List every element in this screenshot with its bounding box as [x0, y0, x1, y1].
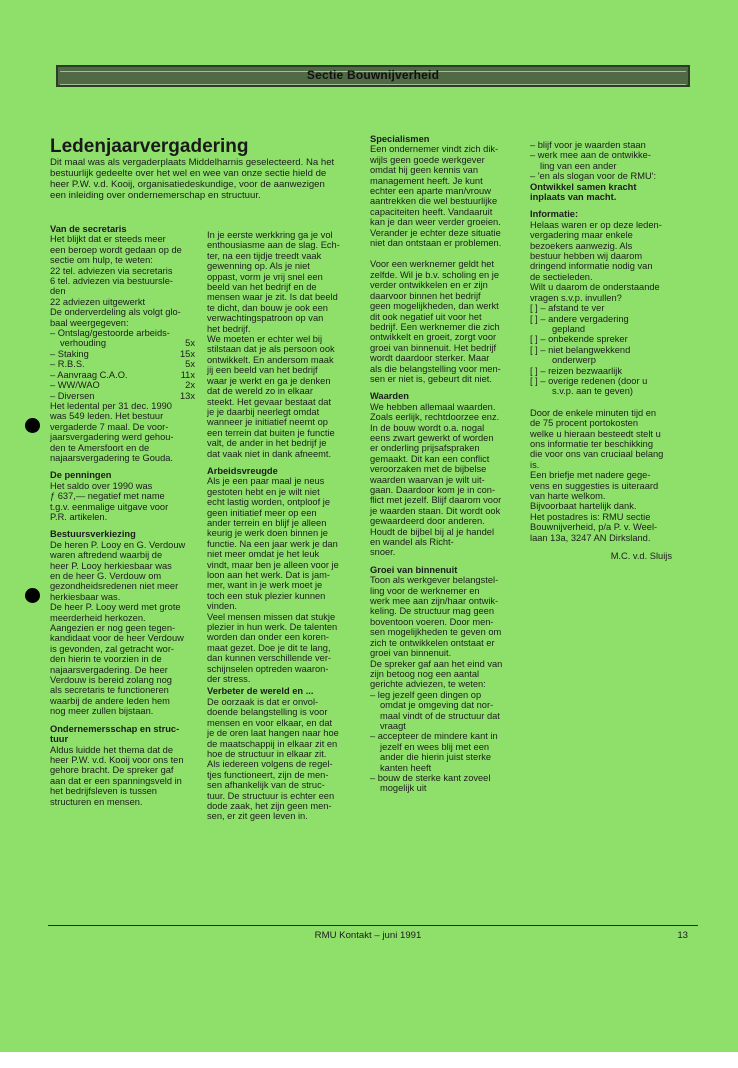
text-line: plezier in hun werk. De talenten: [207, 622, 338, 633]
text-line: zich te ontwikkelen ontstaat er: [370, 637, 495, 648]
lede-line: heer P.W. v.d. Kooij, organisatiedeskundige, voor de aanwezigen: [50, 179, 325, 190]
section-banner: [56, 65, 690, 87]
list-item-cont: mogelijk uit: [380, 783, 427, 794]
text-line: doende belangstelling is voor: [207, 707, 328, 718]
text-line: bestuur hebben wij daarom: [530, 251, 643, 262]
checkbox-option: [ ] – andere vergadering: [530, 313, 629, 324]
section-title: Sectie Bouwnijverheid: [306, 68, 440, 82]
text-line: geen mogelijkheden, dan werkt: [370, 301, 499, 312]
list-item-cont: maal vindt of de structuur dat: [380, 710, 500, 721]
text-line: najaarsvergadering. De heer: [50, 664, 168, 675]
checkbox-option-cont: s.v.p. aan te geven): [552, 386, 633, 397]
text-line: daarvoor binnen het bedrijf: [370, 290, 481, 301]
list-item: – werk mee aan de ontwikke-: [530, 150, 651, 161]
checkbox-option-cont: onderwerp: [552, 355, 596, 366]
list-item-cont: omdat je omgeving dat nor-: [380, 700, 494, 711]
text-line: heer P.W. v.d. Kooij voor ons ten: [50, 754, 184, 765]
text-line: De heer P. Looy werd met grote: [50, 602, 181, 613]
text-line: gemaakt. Dit kan een conflict: [370, 453, 490, 464]
text-line: veroorzaken met de bijbelse: [370, 464, 487, 475]
heading-ondernemersschap-cont: tuur: [50, 734, 69, 745]
spacer: [50, 717, 195, 724]
text-line: is gevonden, zal getracht wor-: [50, 643, 175, 654]
text-line: De spreker gaf aan het eind van: [370, 658, 503, 669]
spacer: [370, 384, 520, 391]
text-line: aantrekken die wel bestuurlijke: [370, 196, 498, 207]
text-line: 6 tel. adviezen via bestuursle-: [50, 276, 173, 287]
text-line: heer P. Looy herkiesbaar was: [50, 560, 172, 571]
text-line: Bijvoorbaat hartelijk dank.: [530, 501, 637, 512]
heading-ondernemersschap: Ondernemersschap en struc-: [50, 723, 180, 734]
table-row: – WW/WAO 2x: [50, 380, 195, 391]
punch-hole: [25, 588, 40, 603]
list-item-cont: ander die hierin juist sterke: [380, 752, 492, 763]
spacer: [370, 558, 520, 565]
list-item: – blijf voor je waarden staan: [530, 140, 646, 150]
checkbox-option: [ ] – overige redenen (door u: [530, 375, 648, 386]
text-line: ling voor de werknemer en: [370, 585, 480, 596]
text-line: laan 13a, 3247 AN Dirksland.: [530, 532, 651, 543]
text-line: worden dan onder een koren-: [207, 632, 329, 643]
list-item: – 'en als slogan voor de RMU':: [530, 171, 657, 182]
text-line: Bouwnijverheid, p/a P. v. Weel-: [530, 522, 658, 533]
text-line: der stress.: [207, 674, 251, 685]
list-item-cont: jezelf en wees blij met een: [380, 741, 490, 752]
table-row: – Aanvraag C.A.O. 11x: [50, 369, 195, 380]
text-line: ander terrein en blijf je alleen: [207, 517, 327, 528]
text-line: sen er niet is, gebeurt dit niet.: [370, 373, 492, 384]
text-line: keling. De structuur mag geen: [370, 606, 495, 617]
list-item-cont: ling van een ander: [540, 160, 617, 171]
text-line: een beroep wordt gedaan op de: [50, 244, 182, 255]
text-line: ontwikkelt. En andersom maak: [207, 354, 334, 365]
text-line: geen initiatief meer op een: [207, 507, 317, 518]
text-line: Wilt u daarom de onderstaande: [530, 282, 660, 293]
text-line: gehore bracht. De spreker gaf: [50, 765, 174, 776]
text-line: waar je werkt en ga je denken: [207, 375, 331, 386]
text-line: tjes functioneert, zijn de men-: [207, 769, 329, 780]
text-line: functie. Na een jaar werk je dan: [207, 538, 338, 549]
text-line: niet meer omdat je het leuk: [207, 549, 320, 560]
spacer: [50, 522, 195, 529]
text-line: dan kunnen verschillende ver-: [207, 653, 332, 664]
text-line: tuur. De structuur is echter een: [207, 790, 335, 801]
text-line: waarden waarvan je wilt uit-: [370, 474, 485, 485]
text-line: kandidaat voor de heer Verdouw: [50, 633, 184, 644]
text-line: groei van binnenuit.: [370, 648, 452, 659]
text-line: Het blijkt dat er steeds meer: [50, 234, 166, 245]
text-line: meerderheid herkozen.: [50, 612, 146, 623]
spacer: [530, 202, 680, 209]
text-line: De heren P. Looy en G. Verdouw: [50, 539, 186, 550]
heading-arbeidsvreugde: Arbeidsvreugde: [207, 465, 278, 476]
text-line: Verdouw is bereid zolang nog: [50, 675, 172, 686]
table-row: – Ontslag/gestoorde arbeids-: [50, 328, 170, 339]
list-item: – leg jezelf geen dingen op: [370, 689, 482, 700]
text-line: waren aftredend waarbij de: [50, 550, 163, 561]
text-line: gaan. Daardoor kom je in con-: [370, 485, 496, 495]
lede-line: een inleiding over ondernemerschap en structuur.: [50, 190, 261, 201]
text-line: gerichte adviezen, te weten:: [370, 679, 486, 690]
text-line: management heeft. Je kunt: [370, 175, 483, 186]
heading-groei: Groei van binnenuit: [370, 564, 458, 575]
text-line: een terrein dat buiten je functie: [207, 427, 335, 438]
text-line: wordt daardoor sterker. Maar: [370, 353, 490, 364]
text-line: steekt. Het gevaar bestaat dat: [207, 396, 332, 407]
text-line: het bedrijf.: [207, 323, 251, 334]
text-line: De onderverdeling als volgt glo-: [50, 307, 181, 318]
heading-verbeter: Verbeter de wereld en ...: [207, 686, 314, 697]
text-line: vindt, maar ben je alleen voor je: [207, 559, 339, 570]
heading-waarden: Waarden: [370, 391, 409, 402]
text-line: sen, er zit geen leven in.: [207, 811, 308, 822]
text-line: groei van binnenuit. Het bedrijf: [370, 342, 497, 353]
text-line: hoe de structuur in elkaar zit.: [207, 748, 327, 759]
text-line: P.R. artikelen.: [50, 511, 108, 522]
text-line: maat gezet. Doe je dit te lang,: [207, 642, 331, 653]
text-line: herkiesbaar was.: [50, 591, 121, 602]
text-line: welke u hieraan besteedt stelt u: [530, 428, 661, 439]
text-line: Het ledental per 31 dec. 1990: [50, 400, 172, 411]
spacer: [370, 248, 520, 259]
text-line: capaciteiten heeft. Vandaaruit: [370, 206, 493, 217]
text-line: beeld van het bedrijf en de: [207, 282, 317, 293]
list-item: – accepteer de mindere kant in: [370, 731, 498, 742]
text-line: verder ontwikkelen en er zijn: [370, 280, 488, 291]
text-line: Toon als werkgever belangstel-: [370, 575, 499, 586]
text-line: boventoon voeren. Door men-: [370, 616, 494, 627]
text-line: echter een aparte man/vrouw: [370, 186, 491, 197]
text-line: Als iedereen volgens de regel-: [207, 759, 333, 770]
text-line: Verander je echter deze situatie: [370, 227, 501, 238]
text-line: ons informatie ter beschikking: [530, 438, 653, 449]
text-line: kan je dan weer verder groeien.: [370, 217, 501, 228]
text-line: en wandel als Richt-: [370, 537, 454, 548]
list-item: – bouw de sterke kant zoveel: [370, 772, 491, 783]
text-line: bedrijf. Een werknemer die zich: [370, 321, 500, 332]
column-1: [50, 224, 195, 807]
article-lede: [50, 157, 360, 201]
text-line: als secretaris te functioneren: [50, 685, 169, 696]
text-line: jij een beeld van het bedrijf: [207, 365, 318, 376]
signature: M.C. v.d. Sluijs: [610, 551, 672, 562]
text-line: We moeten er echter wel bij: [207, 334, 323, 345]
text-line: van harte welkom.: [530, 491, 606, 501]
text-line: sectie om hulp, te weten:: [50, 255, 153, 266]
heading-secretaris: Van de secretaris: [50, 224, 127, 234]
text-line: waarbij de andere leden hem: [50, 695, 170, 706]
text-line: Houdt de bijbel bij al je handel: [370, 526, 495, 537]
text-line: In de bouw wordt o.a. nogal: [370, 422, 485, 433]
footer-publication: RMU Kontakt – juni 1991: [314, 930, 422, 941]
text-line: 22 tel. adviezen via secretaris: [50, 265, 173, 276]
text-line: ter, na een tijdje treedt vaak: [207, 250, 322, 261]
text-line: Zoals eerlijk, rechtdoorzee enz.: [370, 412, 500, 423]
table-row: verhouding 5x: [60, 338, 195, 349]
text-line: sen afhankelijk van de struc-: [207, 780, 325, 791]
text-line: enthousiasme aan de slag. Ech-: [207, 240, 340, 251]
text-line: valt, de ander in het bedrijf je: [207, 438, 327, 449]
checkbox-option: [ ] – reizen bezwaarlijk: [530, 365, 622, 376]
text-line: echt lastig worden, ontploof je: [207, 497, 331, 508]
text-line: de 75 procent portokosten: [530, 418, 639, 429]
text-line: sen mogelijkheden te geven om: [370, 627, 502, 638]
text-line: dat vaak niet in dank afneemt.: [207, 448, 332, 459]
text-line: Aangezien er nog geen tegen-: [50, 623, 176, 634]
text-line: De oorzaak is dat er onvol-: [207, 696, 319, 707]
checkbox-option: [ ] – afstand te ver: [530, 303, 605, 314]
text-line: omdat hij geen kennis van: [370, 165, 479, 176]
text-line: oppast, vorm je vrij snel een: [207, 271, 323, 282]
text-line: het bedrijfsleven is tussen: [50, 786, 157, 797]
checkbox-option-cont: gepland: [552, 323, 586, 334]
text-line: vens en suggesties is uiteraard: [530, 480, 659, 491]
page-number: 13: [677, 930, 688, 941]
text-line: flict met jezelf. Blijf daarom voor: [370, 495, 502, 506]
list-item-cont: vraagt: [380, 720, 406, 731]
text-line: vinden.: [207, 601, 237, 612]
text-line: vergadering maar enkele: [530, 230, 633, 241]
text-line: toch een stuk plezier kunnen: [207, 590, 326, 601]
list-item-cont: kanten heeft: [380, 762, 432, 773]
text-line: structuren en mensen.: [50, 796, 143, 807]
text-line: Door de enkele minuten tijd en: [530, 407, 657, 418]
text-line: Het postadres is: RMU sectie: [530, 511, 651, 522]
text-line: jaarsvergadering werd gehou-: [50, 432, 174, 443]
text-line: je waarden staan. Dit wordt ook: [370, 505, 501, 516]
text-line: najaarsvergadering te Gouda.: [50, 452, 174, 463]
column-2: [207, 224, 357, 822]
text-line: bezoekers aanwezig. Als: [530, 240, 633, 251]
text-line: We hebben allemaal waarden.: [370, 401, 496, 412]
heading-informatie: Informatie:: [530, 209, 579, 220]
table-row: – Staking 15x: [50, 348, 195, 359]
text-line: is.: [530, 459, 540, 470]
text-line: er onderling prijsafspraken: [370, 443, 480, 454]
text-line: dode zaak, het zijn geen men-: [207, 800, 332, 811]
text-line: wijls geen goede werkgever: [370, 154, 485, 165]
text-line: ƒ 637,— negatief met name: [50, 491, 165, 502]
text-line: Als je een paar maal je neus: [207, 476, 325, 487]
text-line: Voor een werknemer geldt het: [370, 259, 495, 270]
heading-specialismen: Specialismen: [370, 134, 430, 144]
text-line: gewaardeerd door anderen.: [370, 516, 485, 527]
text-line: dit ook negatief uit voor het: [370, 311, 482, 322]
heading-penningen: De penningen: [50, 470, 112, 481]
slogan-line: Ontwikkel samen kracht: [530, 181, 637, 192]
text-line: mensen waar je zit. Is dat beeld: [207, 292, 338, 303]
text-line: den: [50, 286, 66, 297]
text-line: In je eerste werkkring ga je vol: [207, 230, 333, 240]
text-line: den hierin te voorzien in de: [50, 654, 162, 665]
text-line: zelfde. Wil je b.v. scholing en je: [370, 269, 500, 280]
text-line: vergaderde 7 maal. De voor-: [50, 421, 169, 432]
text-line: niet dan ontstaan er problemen.: [370, 238, 502, 249]
text-line: gezondheidsredenen niet meer: [50, 581, 179, 592]
text-line: Een ondernemer vindt zich dik-: [370, 144, 499, 155]
text-line: vragen s.v.p. invullen?: [530, 292, 622, 303]
text-line: aan dat er een spanningsveld in: [50, 775, 182, 786]
spacer: [207, 459, 357, 466]
article-title: Ledenjaarvergadering: [50, 136, 249, 157]
text-line: gestoten hebt en je wilt niet: [207, 486, 320, 497]
checkbox-option: [ ] – onbekende spreker: [530, 334, 628, 345]
table-row: – R.B.S. 5x: [50, 359, 195, 370]
column-4: [530, 134, 680, 561]
lede-line: Dit maal was als vergaderplaats Middelharnis geselecteerd. Na het: [50, 157, 335, 168]
checkbox-option: [ ] – niet belangwekkend: [530, 344, 631, 355]
punch-hole: [25, 418, 40, 433]
text-line: zijn betoog nog een aantal: [370, 668, 480, 679]
text-line: te dicht, dan bouw je ook een: [207, 302, 328, 313]
table-row: – Diversen 13x: [50, 390, 195, 401]
text-line: dat de wereld zo in elkaar: [207, 386, 313, 397]
text-line: snoer.: [370, 547, 396, 558]
text-line: Helaas waren er op deze leden-: [530, 219, 662, 230]
text-line: t.g.v. eenmalige uitgave voor: [50, 501, 169, 512]
text-line: baal weergegeven:: [50, 317, 129, 328]
text-line: den te Amersfoort en de: [50, 442, 150, 453]
text-line: de sectieleden.: [530, 271, 593, 282]
text-line: je de oren laat hangen naar hoe: [207, 728, 339, 739]
text-line: 22 adviezen uitgewerkt: [50, 296, 146, 307]
lede-line: bestuurlijk gedeelte over het wel en wee van onze sectie hield de: [50, 168, 327, 179]
footer-rule: [48, 925, 698, 926]
text-line: nog meer zullen bijstaan.: [50, 706, 154, 717]
text-line: Veel mensen missen dat stukje: [207, 611, 336, 622]
text-line: en de heer G. Verdouw om: [50, 571, 162, 581]
text-line: loon aan het werk. Dat is jam-: [207, 570, 330, 580]
text-line: die voor ons van cruciaal belang: [530, 449, 664, 460]
spacer: [530, 397, 680, 408]
text-line: je je daarbij neerlegt omdat: [207, 406, 320, 417]
text-line: schijnselen optreden waaron-: [207, 663, 329, 674]
text-line: verwachtingspatroon op van: [207, 313, 324, 324]
column-3: [370, 134, 520, 794]
spacer: [50, 463, 195, 470]
text-line: dringend informatie nodig van: [530, 261, 653, 272]
text-line: eens zwart gewerkt of worden: [370, 432, 494, 443]
text-line: werk mee aan zijn/haar ontwik-: [370, 596, 499, 607]
text-line: mer, want in je werk moet je: [207, 580, 323, 591]
text-line: wanneer je initiatief neemt op: [207, 417, 328, 428]
text-line: Aldus luidde het thema dat de: [50, 744, 174, 755]
text-line: ontwikkelt en groeit, zorgt voor: [370, 332, 497, 343]
text-line: gewenning op. Als je niet: [207, 261, 310, 272]
text-line: was 549 leden. Het bestuur: [50, 411, 164, 422]
slogan-line: inplaats van macht.: [530, 192, 617, 203]
text-line: stilstaan dat je als persoon ook: [207, 344, 335, 355]
text-line: mensen en voor elkaar, en dat: [207, 717, 333, 728]
text-line: keurig je werk doen binnen je: [207, 528, 328, 539]
text-line: Een briefje met nadere gege-: [530, 470, 651, 481]
text-line: de maatschappij in elkaar zit en: [207, 738, 338, 749]
text-line: als die belangstelling voor men-: [370, 363, 501, 374]
text-line: Het saldo over 1990 was: [50, 480, 153, 491]
heading-bestuursverkiezing: Bestuursverkiezing: [50, 529, 136, 540]
